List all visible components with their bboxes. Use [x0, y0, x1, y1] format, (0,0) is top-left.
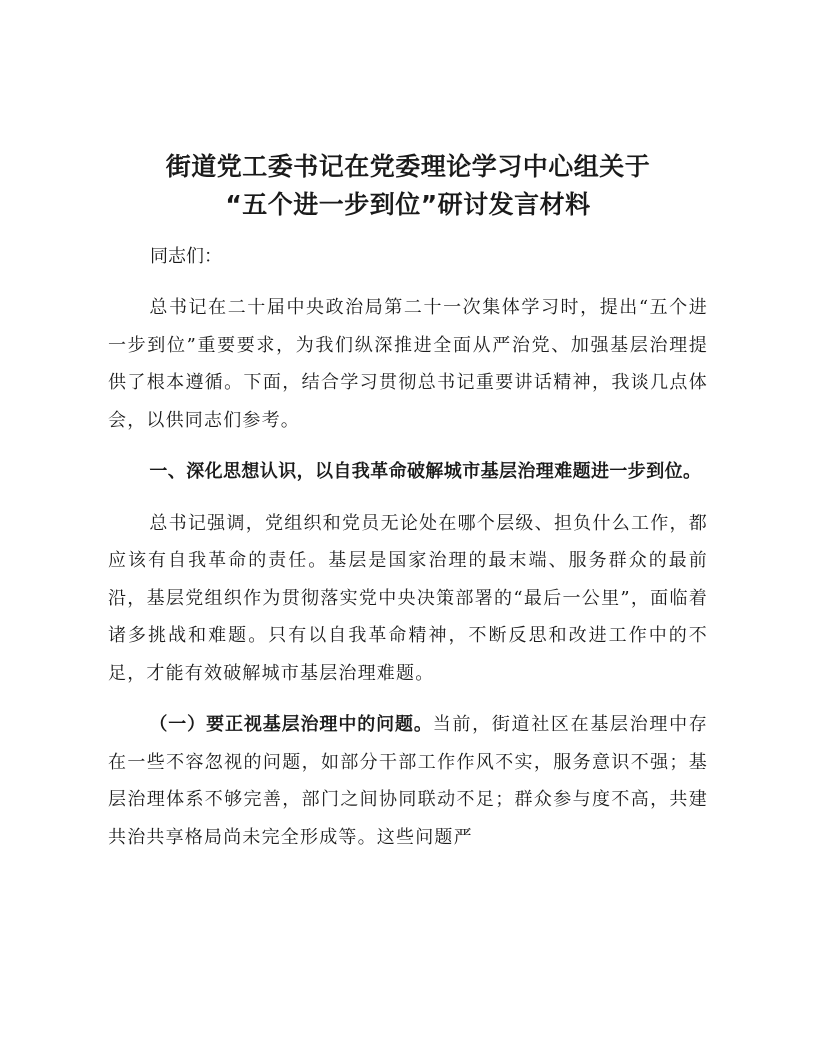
subsection-body-1: 当前，街道社区在基层治理中存在一些不容忽视的问题，如部分干部工作作风不实，服务意识不强；基层治理体系不够完善，部门之间协同联动不足；群众参与度不高，共建共治共享格局尚未完全形成等。这些问题严: [108, 714, 708, 848]
paragraph-subsection-1: [108, 706, 708, 856]
title-line-2: “五个进一步到位”研讨发言材料: [225, 190, 591, 219]
section-heading-1: 一、深化思想认识，以自我革命破解城市基层治理难题进一步到位。: [149, 461, 702, 482]
paragraph-intro: 总书记在二十届中央政治局第二十一次集体学习时，提出“五个进一步到位”重要要求，为我们纵深推进全面从严治党、加强基层治理提供了根本遵循。下面，结合学习贯彻总书记重要讲话精神，我谈几点体会，以供同志们参考。: [108, 297, 708, 431]
salutation: 同志们：: [150, 246, 222, 267]
paragraph-section-1: 总书记强调，党组织和党员无论处在哪个层级、担负什么工作，都应该有自我革命的责任。基层是国家治理的最末端、服务群众的最前沿，基层党组织作为贯彻落实党中央决策部署的“最后一公里”，面临着诸多挑战和难题。只有以自我革命精神，不断反思和改进工作中的不足，才能有效破解城市基层治理难题。: [108, 512, 708, 684]
document-page: [108, 148, 708, 856]
title-line-1: 街道党工委书记在党委理论学习中心组关于: [165, 152, 651, 181]
subsection-heading-1: （一）要正视基层治理中的问题。: [149, 714, 433, 735]
document-title: [108, 148, 708, 224]
